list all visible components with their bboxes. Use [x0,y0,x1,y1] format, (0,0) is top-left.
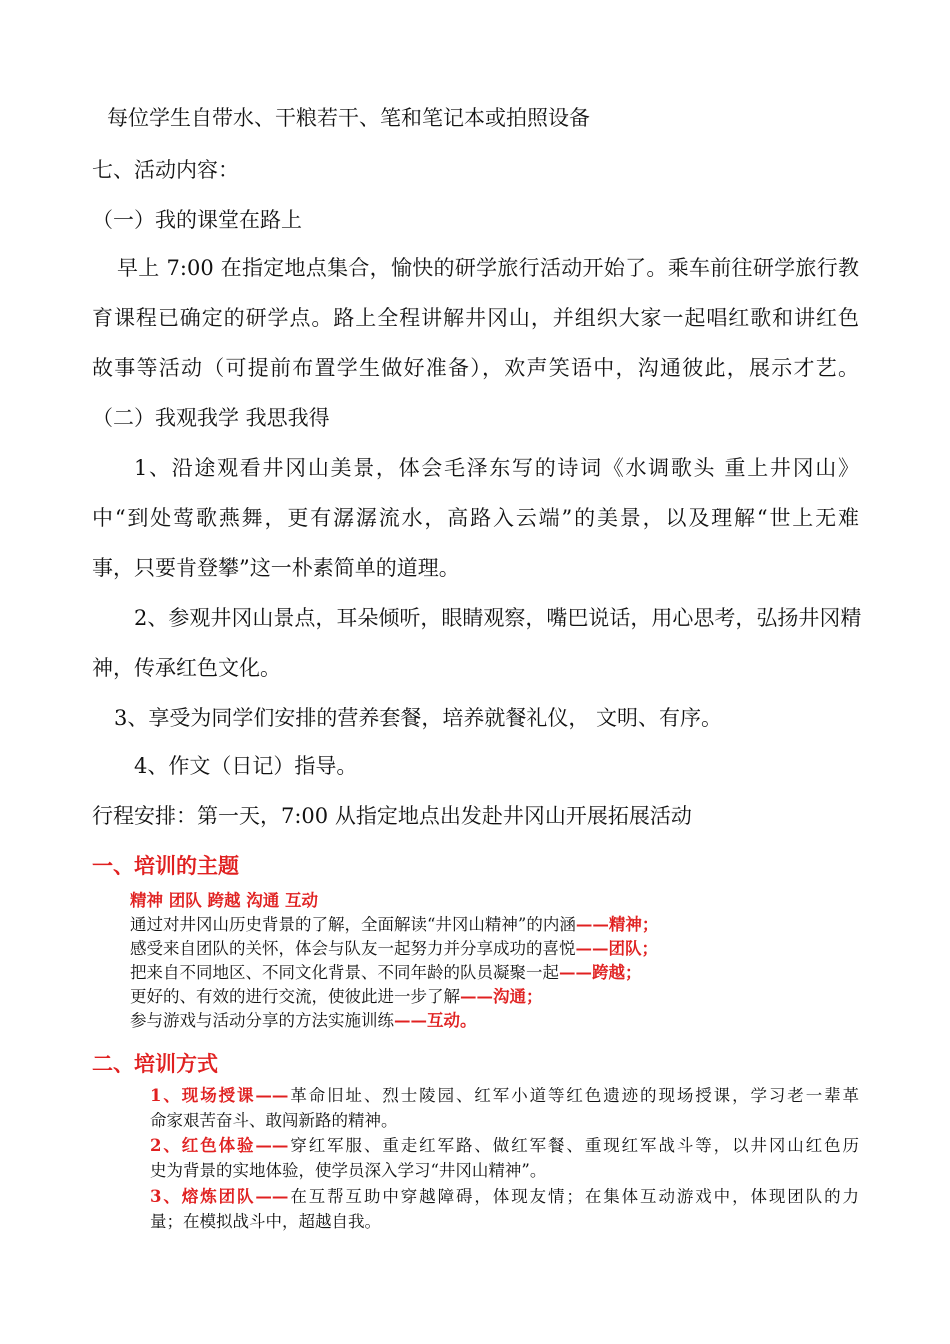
method-item-line [150,1186,859,1208]
method-item-label: 1、现场授课—— [150,1086,289,1105]
list-item-4: 4、作文（日记）指导。 [134,754,358,778]
training-method-heading: 二、培训方式 [92,1051,218,1076]
list-item-2-line: 2、参观井冈山景点，耳朵倾听，眼睛观察，嘴巴说话，用心思考，弘扬井冈精 [134,606,862,630]
list-item-1-line: 1、沿途观看井冈山美景，体会毛泽东写的诗词《水调歌头 重上井冈山》 [134,456,859,480]
theme-line-tag: ——团队； [575,939,658,958]
paragraph-line: 故事等活动（可提前布置学生做好准备），欢声笑语中，沟通彼此，展示才艺。 [92,356,859,380]
paragraph-line: 育课程已确定的研学点。路上全程讲解井冈山，并组织大家一起唱红歌和讲红色 [92,306,859,330]
list-item-3: 3、享受为同学们安排的营养套餐，培养就餐礼仪， 文明、有序。 [114,706,723,730]
theme-line-text: 更好的、有效的进行交流，使彼此进一步了解 [130,987,460,1006]
theme-line-tag: ——沟通； [460,987,543,1006]
theme-line [130,986,543,1008]
theme-line [130,1010,477,1032]
method-item-text: 在互帮互助中穿越障碍，体现友情；在集体互动游戏中，体现团队的力 [288,1187,860,1206]
method-item-line: 命家艰苦奋斗、敢闯新路的精神。 [150,1111,398,1130]
section-seven-heading: 七、活动内容： [92,158,239,182]
subsection-one-heading: （一）我的课堂在路上 [92,208,302,232]
theme-line [130,914,658,936]
method-item-text: 穿红军服、重走红军路、做红军餐、重现红军战斗等，以井冈山红色历 [288,1136,860,1155]
theme-line-tag: ——跨越； [559,963,642,982]
theme-keywords: 精神 团队 跨越 沟通 互动 [130,891,318,910]
training-theme-heading: 一、培训的主题 [92,853,239,878]
supplies-paragraph: 每位学生自带水、干粮若干、笔和笔记本或拍照设备 [107,106,590,130]
schedule-line: 行程安排：第一天，7:00 从指定地点出发赴井冈山开展拓展活动 [92,804,692,828]
theme-line-text: 把来自不同地区、不同文化背景、不同年龄的队员凝聚一起 [130,963,559,982]
method-item-line: 史为背景的实地体验，使学员深入学习“井冈山精神”。 [150,1161,547,1180]
list-item-1-line: 事，只要肯登攀”这一朴素简单的道理。 [92,556,460,580]
theme-line-tag: ——互动。 [394,1011,477,1030]
method-item-line [150,1085,859,1107]
method-item-text: 革命旧址、烈士陵园、红军小道等红色遗迹的现场授课，学习老一辈革 [288,1086,860,1105]
paragraph-line: 早上 7:00 在指定地点集合，愉快的研学旅行活动开始了。乘车前往研学旅行教 [117,256,859,280]
list-item-1-line: 中“到处莺歌燕舞，更有潺潺流水，高路入云端”的美景，以及理解“世上无难 [92,506,859,530]
method-item-line [150,1135,859,1157]
theme-line [130,962,642,984]
subsection-two-heading: （二）我观我学 我思我得 [92,406,330,430]
method-item-line: 量；在模拟战斗中，超越自我。 [150,1212,381,1231]
theme-line-text: 感受来自团队的关怀，体会与队友一起努力并分享成功的喜悦 [130,939,576,958]
theme-line [130,938,658,960]
theme-line-text: 参与游戏与活动分享的方法实施训练 [130,1011,394,1030]
method-item-label: 2、红色体验—— [150,1136,289,1155]
theme-line-tag: ——精神； [575,915,659,934]
method-item-label: 3、熔炼团队—— [150,1187,289,1206]
list-item-2-line: 神，传承红色文化。 [92,656,281,680]
theme-line-text: 通过对井冈山历史背景的了解，全面解读“井冈山精神”的内涵 [130,915,576,934]
